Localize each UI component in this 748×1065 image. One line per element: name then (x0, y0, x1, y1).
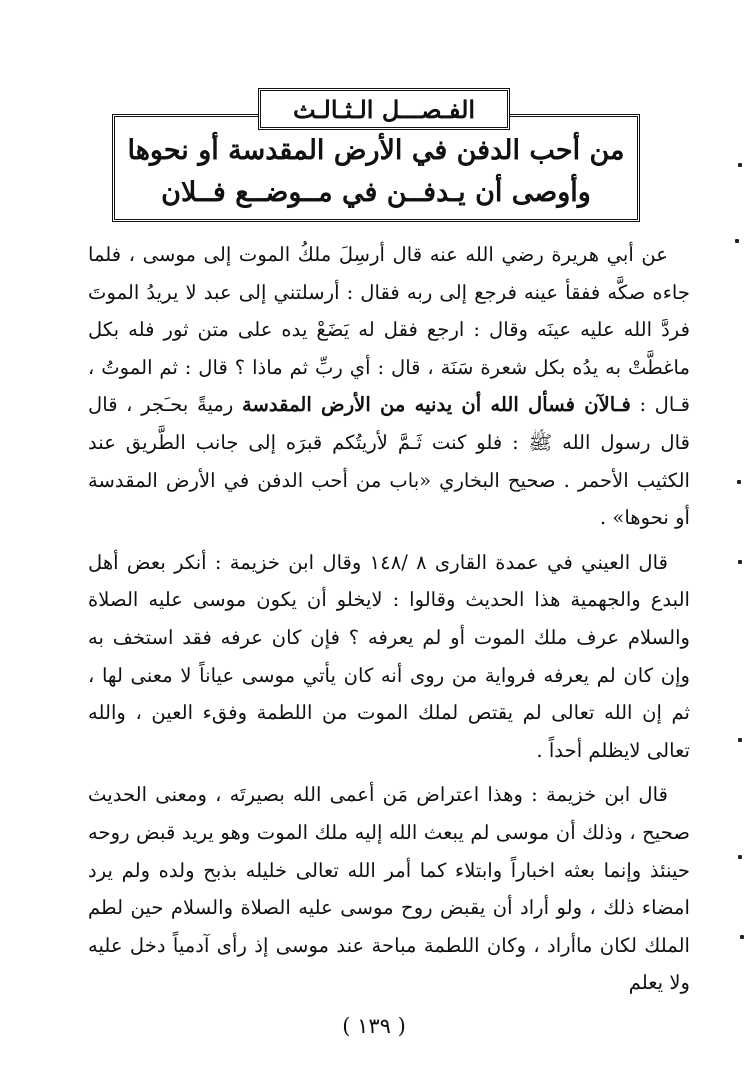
chapter-title-box (112, 114, 640, 222)
margin-speck (740, 935, 744, 939)
chapter-label: الفـصـــل الـثـالـث (258, 88, 510, 130)
margin-speck (738, 855, 742, 859)
hadith-bold-phrase: فـالآن فسأل الله أن يدنيه من الأرض المقدسة (241, 393, 631, 417)
margin-speck (738, 163, 742, 167)
margin-speck (738, 738, 742, 742)
paragraph-hadith (88, 236, 690, 537)
body-text (88, 236, 690, 1002)
margin-speck (737, 480, 741, 484)
margin-speck (738, 560, 742, 564)
page-number: ( ١٣٩ ) (342, 1014, 406, 1038)
margin-speck (735, 239, 739, 243)
chapter-title-line-2: وأوصى أن يـدفــن في مــوضــع فــلان (161, 177, 591, 208)
chapter-title-line-1: من أحب الدفن في الأرض المقدسة أو نحوها (127, 135, 625, 166)
hadith-text-start: عن أبي هريرة رضي الله عنه قال أرسِلَ ملكُ الموت إلى موسى ، فلما جاءه صكَّه ففقأ عينه فرجع إلى ربه فقال : أرسلتني إلى عبد لا يريدُ الموتَ فردَّ الله عليه عينَه وقال : ارجع فقل له يَضَعْ يده على متن ثور فله بكل ماغطَّتْ به يدُه بكل شعرة سَنَة ، قال : أي ربِّ ثم ماذا ؟ قال : ثم الموتُ ، قـال : (88, 243, 690, 417)
paragraph-aini-commentary: قال العيني في عمدة القارى ٨ /١٤٨ وقال ابن خزيمة : أنكر بعض أهل البدع والجهمية هذا الحديث وقالوا : لايخلو أن يكون موسى عليه الصلاة والسلام عرف ملك الموت أو لم يعرفه ؟ فإن كان عرفه فقد استخف به وإن كان لم يعرفه فرواية من روى أنه كان يأتي موسى عياناً لا معنى لها ، ثم إن الله تعالى لم يقتص لملك الموت من اللطمة وفقء العين ، والله تعالى لايظلم أحداً . (88, 550, 690, 762)
hadith-text-end: رميةً بحـَجر ، قال قال رسول الله ﷺ : فلو كنت ثَـمَّ لأريتُكم قبرَه إلى جانب الطَّريق عند الكثيب الأحمر . صحيح البخاري «باب من أحب الدفن في الأرض المقدسة أو نحوها» . (88, 393, 690, 530)
paragraph-ibn-khuzaymah: قال ابن خزيمة : وهذا اعتراض مَن أعمى الله بصيرتَه ، ومعنى الحديث صحيح ، وذلك أن موسى لم يبعث الله إليه ملك الموت وهو يريد قبض روحه حينئذ وإنما بعثه اخباراً وابتلاء كما أمر الله تعالى خليله بذبح ولده ولم يرد امضاء ذلك ، ولو أراد أن يقبض روح موسى عليه الصلاة والسلام حين لطم الملك لكان ماأراد ، وكان اللطمة مباحة عند موسى إذ رأى آدمياً دخل عليه ولا يعلم (88, 783, 690, 995)
